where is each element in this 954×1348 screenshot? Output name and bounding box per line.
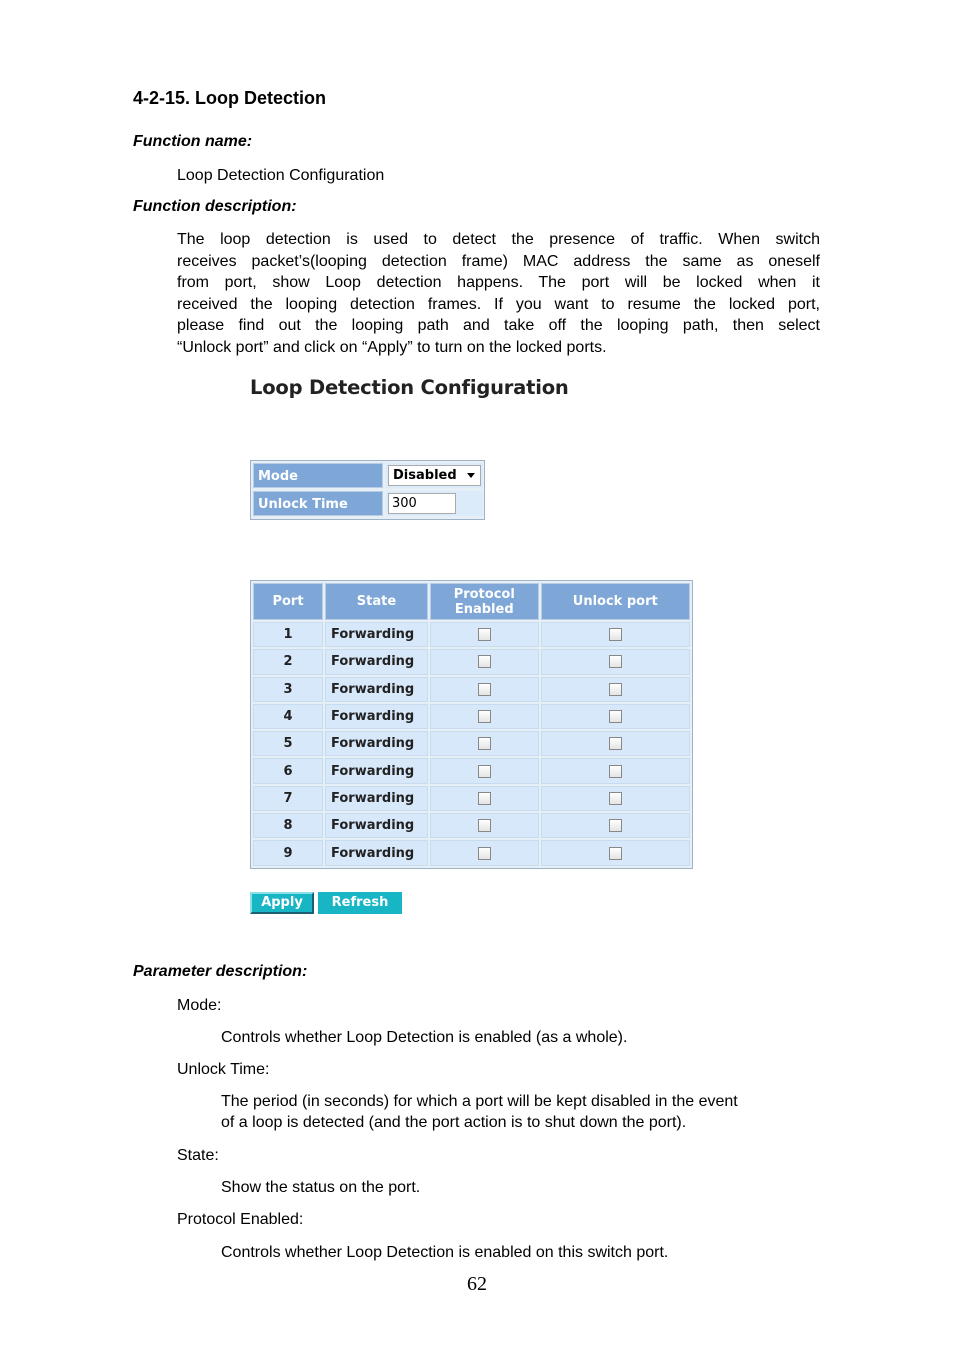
unlock-port-checkbox[interactable] (609, 655, 622, 668)
param-name: Unlock Time: (177, 1061, 270, 1078)
param-description: Show the status on the port. (221, 1179, 421, 1196)
port-table (250, 580, 693, 869)
table-row (253, 704, 690, 729)
unlock-port-checkbox[interactable] (609, 737, 622, 750)
protocol-enabled-cell (430, 813, 539, 838)
port-number: 5 (253, 731, 323, 756)
protocol-enabled-cell (430, 704, 539, 729)
protocol-enabled-checkbox[interactable] (478, 792, 491, 805)
protocol-enabled-cell (430, 622, 539, 647)
port-number: 7 (253, 786, 323, 811)
port-number: 8 (253, 813, 323, 838)
protocol-enabled-cell (430, 731, 539, 756)
port-state: Forwarding (325, 786, 428, 811)
unlock-port-checkbox[interactable] (609, 765, 622, 778)
apply-button[interactable]: Apply (250, 892, 314, 914)
desc-line: “Unlock port” and click on “Apply” to turn on the locked ports. (177, 338, 607, 356)
mode-select-value: Disabled (393, 468, 457, 483)
protocol-enabled-cell (430, 677, 539, 702)
protocol-enabled-cell (430, 758, 539, 783)
param-description: The period (in seconds) for which a port will be kept disabled in the event (221, 1093, 738, 1110)
unlock-port-cell (541, 813, 691, 838)
unlock-port-cell (541, 758, 691, 783)
port-number: 2 (253, 649, 323, 674)
protocol-enabled-cell (430, 786, 539, 811)
unlock-port-cell (541, 786, 691, 811)
port-state: Forwarding (325, 622, 428, 647)
unlock-port-checkbox[interactable] (609, 710, 622, 723)
header-unlock-port: Unlock port (541, 583, 691, 620)
port-state: Forwarding (325, 649, 428, 674)
unlock-port-checkbox[interactable] (609, 628, 622, 641)
param-description: Controls whether Loop Detection is enabled on this switch port. (221, 1244, 669, 1261)
mode-cell (386, 463, 483, 488)
param-name: Mode: (177, 997, 222, 1014)
port-number: 4 (253, 704, 323, 729)
protocol-enabled-checkbox[interactable] (478, 819, 491, 832)
function-name-heading: Function name: (133, 133, 253, 150)
port-state: Forwarding (325, 813, 428, 838)
unlock-port-checkbox[interactable] (609, 847, 622, 860)
desc-line: The loop detection is used to detect the presence of traffic. When switch (177, 231, 820, 248)
table-row (253, 622, 690, 647)
header-protocol-line1: Protocol (453, 586, 515, 602)
protocol-enabled-cell (430, 649, 539, 674)
port-state: Forwarding (325, 840, 428, 865)
desc-line: please find out the looping path and take off the looping path, then select (177, 317, 820, 334)
unlock-port-checkbox[interactable] (609, 819, 622, 832)
header-protocol-line2: Enabled (454, 601, 514, 617)
protocol-enabled-checkbox[interactable] (478, 737, 491, 750)
section-title: 4-2-15. Loop Detection (133, 88, 327, 108)
port-number: 1 (253, 622, 323, 647)
unlock-port-cell (541, 840, 691, 865)
unlock-port-cell (541, 704, 691, 729)
table-row (253, 649, 690, 674)
port-state: Forwarding (325, 758, 428, 783)
param-description: of a loop is detected (and the port action is to shut down the port). (221, 1114, 687, 1131)
protocol-enabled-checkbox[interactable] (478, 655, 491, 668)
unlock-port-checkbox[interactable] (609, 683, 622, 696)
port-state: Forwarding (325, 704, 428, 729)
mode-label: Mode (253, 463, 383, 488)
port-number: 6 (253, 758, 323, 783)
protocol-enabled-checkbox[interactable] (478, 628, 491, 641)
port-number: 3 (253, 677, 323, 702)
function-description (177, 229, 820, 358)
table-row (253, 677, 690, 702)
desc-line: receives packet’s(looping detection frame) MAC address the same as oneself (177, 252, 820, 270)
table-row (253, 758, 690, 783)
ui-page-title: Loop Detection Configuration (250, 376, 569, 399)
unlock-port-cell (541, 649, 691, 674)
param-description: Controls whether Loop Detection is enabled (as a whole). (221, 1029, 628, 1046)
unlock-port-cell (541, 677, 691, 702)
unlock-time-cell (386, 491, 483, 516)
mode-select[interactable] (388, 465, 481, 486)
page-number: 62 (467, 1273, 487, 1295)
table-row (253, 813, 690, 838)
header-state: State (325, 583, 428, 620)
refresh-button[interactable]: Refresh (318, 892, 402, 914)
protocol-enabled-checkbox[interactable] (478, 710, 491, 723)
desc-line: received the looping detection frames. If you want to resume the locked port, (177, 295, 820, 313)
table-row (253, 731, 690, 756)
port-number: 9 (253, 840, 323, 865)
unlock-time-input[interactable]: 300 (388, 493, 456, 514)
port-state: Forwarding (325, 731, 428, 756)
function-name: Loop Detection Configuration (177, 167, 385, 184)
port-state: Forwarding (325, 677, 428, 702)
protocol-enabled-checkbox[interactable] (478, 683, 491, 696)
unlock-port-cell (541, 622, 691, 647)
table-row (253, 786, 690, 811)
unlock-time-label: Unlock Time (253, 491, 383, 516)
parameter-description-heading: Parameter description: (133, 963, 308, 980)
mode-settings-table (250, 460, 485, 520)
unlock-port-cell (541, 731, 691, 756)
protocol-enabled-checkbox[interactable] (478, 765, 491, 778)
header-protocol-enabled (430, 583, 539, 620)
param-name: State: (177, 1147, 219, 1164)
unlock-port-checkbox[interactable] (609, 792, 622, 805)
chevron-down-icon (467, 473, 475, 478)
protocol-enabled-cell (430, 840, 539, 865)
param-name: Protocol Enabled: (177, 1211, 304, 1228)
table-row (253, 840, 690, 865)
header-port: Port (253, 583, 323, 620)
protocol-enabled-checkbox[interactable] (478, 847, 491, 860)
function-description-heading: Function description: (133, 198, 297, 215)
desc-line: from port, show Loop detection happens. The port will be locked when it (177, 274, 820, 291)
